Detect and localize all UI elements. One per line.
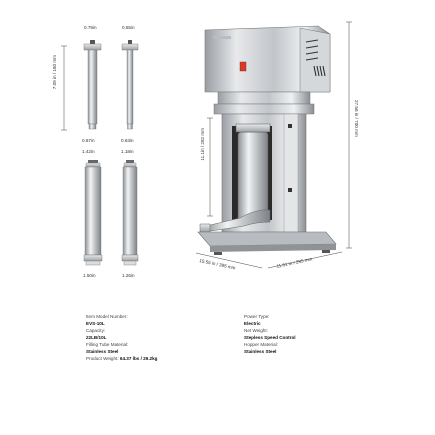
spec-value: Stainless Steel xyxy=(244,349,277,354)
tube-3 xyxy=(84,160,102,265)
tube-2-top-diameter: 0.55in xyxy=(122,25,135,30)
spec-label: Hopper Material: xyxy=(244,342,278,347)
cylinder-height-label: 11.1in / 282 mm xyxy=(200,128,205,161)
machine-depth-label: 11.61 in / 295 mm xyxy=(276,256,313,269)
spec-label: Product Weight: xyxy=(86,356,119,361)
spec-value: Stepless Speed Control xyxy=(244,335,296,340)
spec-net-weight xyxy=(244,327,394,341)
machine-width-label: 15.55 in / 395 mm xyxy=(198,258,236,271)
machine-height-label: 27.56 in / 700 mm xyxy=(354,100,359,137)
spec-value: Electric xyxy=(244,321,261,326)
tube-4-bottom-diameter: 1.26in xyxy=(122,273,135,278)
tube-4 xyxy=(122,160,138,265)
specs-right xyxy=(244,313,394,355)
spec-label: Filling Tube Material: xyxy=(86,342,129,347)
spec-capacity xyxy=(86,327,216,341)
tube-height-label: 7.09 in / 180 mm xyxy=(52,55,57,90)
tube-3-bottom-diameter: 1.50in xyxy=(83,273,96,278)
spec-value: Stainless Steel xyxy=(86,349,119,354)
spec-label: Capacity: xyxy=(86,328,106,333)
spec-label: Item Model Number: xyxy=(86,314,128,319)
tube-1-top-diameter: 0.79in xyxy=(84,25,97,30)
spec-power-type xyxy=(244,313,394,327)
tube-1-bottom-diameter: 0.87in xyxy=(82,138,95,143)
spec-tube-material xyxy=(86,341,216,355)
spec-label: Power Type: xyxy=(244,314,270,319)
tube-2-bottom-diameter: 0.63in xyxy=(121,138,134,143)
sausage-stuffer-machine xyxy=(198,26,336,255)
tube-1 xyxy=(84,40,101,129)
specs-left xyxy=(86,313,216,362)
tube-4-top-diameter: 1.18in xyxy=(121,149,134,154)
spec-value: EVS-10L xyxy=(86,321,105,326)
spec-model xyxy=(86,313,216,327)
tube-2 xyxy=(122,40,138,129)
tube-3-top-diameter: 1.42in xyxy=(82,149,95,154)
spec-value: 22LB/10L xyxy=(86,335,107,340)
spec-hopper-material xyxy=(244,341,394,355)
spec-label: Net Weight: xyxy=(244,328,268,333)
spec-value: 64.37 lbs / 29.2kg xyxy=(119,356,158,361)
spec-product-weight xyxy=(86,355,216,362)
